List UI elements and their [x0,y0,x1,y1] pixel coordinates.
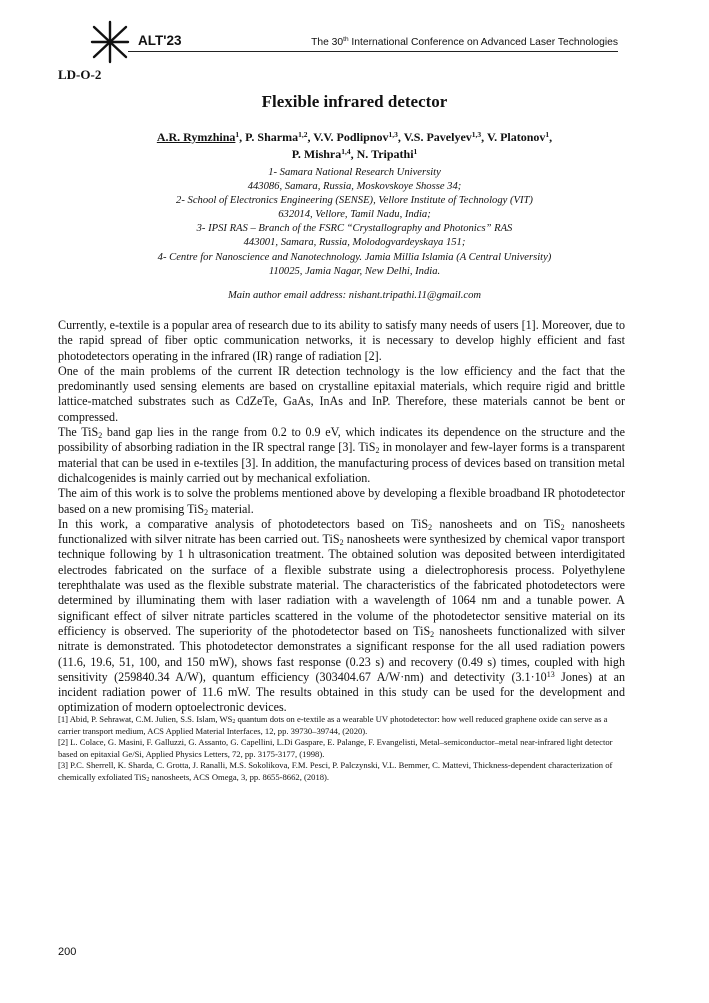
reference-item: [2] L. Colace, G. Masini, F. Galluzzi, G. Assanto, G. Capellini, L.Di Gaspare, E. Palange, F. Evangelisti, Metal–semiconductor–metal near-infrared light detector based on epitaxial Ge/Si, Applied Physics Letters, 72, pp. 3175-3177, (1998). [58,737,613,759]
author-name: A.R. Rymzhina [156,130,236,144]
affiliation-line: 3- IPSI RAS – Branch of the FSRC “Crystallography and Photonics” RAS [196,223,513,235]
header-divider [128,51,618,52]
page-number: 200 [58,946,77,958]
affiliation-line: 443086, Samara, Russia, Moskovskoye Shosse 34; [247,181,462,193]
author-name: V.S. Pavelyev [403,130,472,144]
author-email: Main author email address: nishant.tripathi.11@gmail.com [227,290,482,301]
body-paragraph: Currently, e-textile is a popular area of research due to its ability to satisfy many needs of users [1]. Moreover, due to the rapid spread of fiber optic communication networks, it is necessary to develop highly efficient and fast photodetectors operating in the infrared (IR) range of radiation [2]. [58,318,625,363]
reference-item: [1] Abid, P. Sehrawat, C.M. Julien, S.S. Islam, $WS_2$ quantum dots on e-textile as a wearable UV photodetector: how well reduced graphene oxide can serve as a carrier transport medium, ACS Applied Material Interfaces, 12, pp. 39730–39744, (2020). [58,714,608,736]
author-name: N. Tripathi [356,147,414,161]
affiliation-line: 110025, Jamia Nagar, New Delhi, India. [268,265,441,277]
paper-title: Flexible infrared detector [261,92,448,111]
body-paragraph: The TiS$_2$ band gap lies in the range from 0.2 to 0.9 eV, which indicates its dependence on the structure and the possibility of absorbing radiation in the IR spectral range [3]. TiS$_2$ in monolayer and few-layer forms is a transparent material that can be used in e-textiles [3]. In addition, the manufacturing process of devices based on transition metal dichalcogenides is mainly carried out by mechanical exfoliation. [58,425,625,485]
body-paragraph: In this work, a comparative analysis of photodetectors based on TiS$_2$ nanosheets and on TiS$_2$ nanosheets functionalized with silver nitrate has been carried out. TiS$_2$ nanosheets were synthesized by chemical vapor transport technique following by 1 h ultrasonication treatment. The obtained solution was deposited between interdigitated electrodes fabricated on the surface of a flexible substrate using a dielectrophoresis process. Polyethylene terephthalate was used as the flexible substrate material. The characteristics of the fabricated photodetectors were determined by illuminating them with laser radiation with a wavelength of 1064 nm and a tunable power. A significant effect of silver nitrate particles scattered in the volume of the photodetector sensitive material on its efficiency is observed. The superiority of the photodetector based on TiS$_2$ nanosheets functionalized with silver nitrate is demonstrated. This photodetector demonstrates a significant response for the all used radiation powers (11.6, 19.6, 51, 100, and 150 mW), shows fast response (0.23 s) and recovery (0.49 s) times, coupled with high sensitivity (259840.34 A/W), quantum efficiency (303404.67 A/W·nm) and detectivity ($3.1\cdot 10^{13}$ Jones) at an incident radiation power of 11.6 mW. The results obtained in this study can be used for the development and optimization of modern optoelectronic devices. [58,516,625,715]
author-name: V.V. Podlipnov [313,130,389,144]
affiliations [60,166,649,279]
affiliation-line: 4- Centre for Nanoscience and Nanotechnology. Jamia Millia Islamia (A Central University) [157,251,552,263]
body-paragraph: The aim of this work is to solve the problems mentioned above by developing a flexible broadband IR photodetector based on a new promising TiS$_2$ material. [58,486,625,517]
affiliation-line: 443001, Samara, Russia, Molodogvardeyskaya 151; [243,237,466,249]
author-name: V. Platonov [486,130,546,144]
author-list: A.R. Rymzhina$^1$, P. Sharma$^{1,2}$, V.V. Podlipnov$^{1,3}$, V.S. Pavelyev$^{1,3}$, V. Platonov$^1$, P. Mishra$^{1,4}$, N. Tripathi$^1$ [156,130,553,161]
conference-name: The 30th International Conference on Advanced Laser Technologies [311,36,618,48]
affiliation-line: 2- School of Electronics Engineering (SENSE), Vellore Institute of Technology (VIT) [176,195,533,207]
affiliation-line: 632014, Vellore, Tamil Nadu, India; [278,209,431,221]
references [58,714,625,783]
abstract-body [58,318,625,716]
author-name: P. Sharma [245,130,299,144]
author-name: P. Mishra [291,147,342,161]
abstract-id: LD-O-2 [58,67,102,82]
body-paragraph: One of the main problems of the current IR detection technology is the low efficiency and the fact that the predominantly used sensing elements are based on crystalline epitaxial materials, which require rigid and brittle lattice-matched substrates such as CdZeTe, GaAs, InAs and InP. Therefore, these materials cannot be bent or compressed. [58,363,625,424]
reference-item: [3] P.C. Sherrell, K. Sharda, C. Grotta, J. Ranalli, M.S. Sokolikova, F.M. Pesci, P. Palczynski, V.L. Bemmer, C. Mattevi, Thickness-dependent characterization of chemically exfoliated TiS$_2$ nanosheets, ACS Omega, 3, pp. 8655-8662, (2018). [58,760,613,783]
conference-logo-icon [90,20,130,64]
conference-code: ALT'23 [138,33,182,48]
affiliation-line: 1- Samara National Research University [268,167,441,178]
